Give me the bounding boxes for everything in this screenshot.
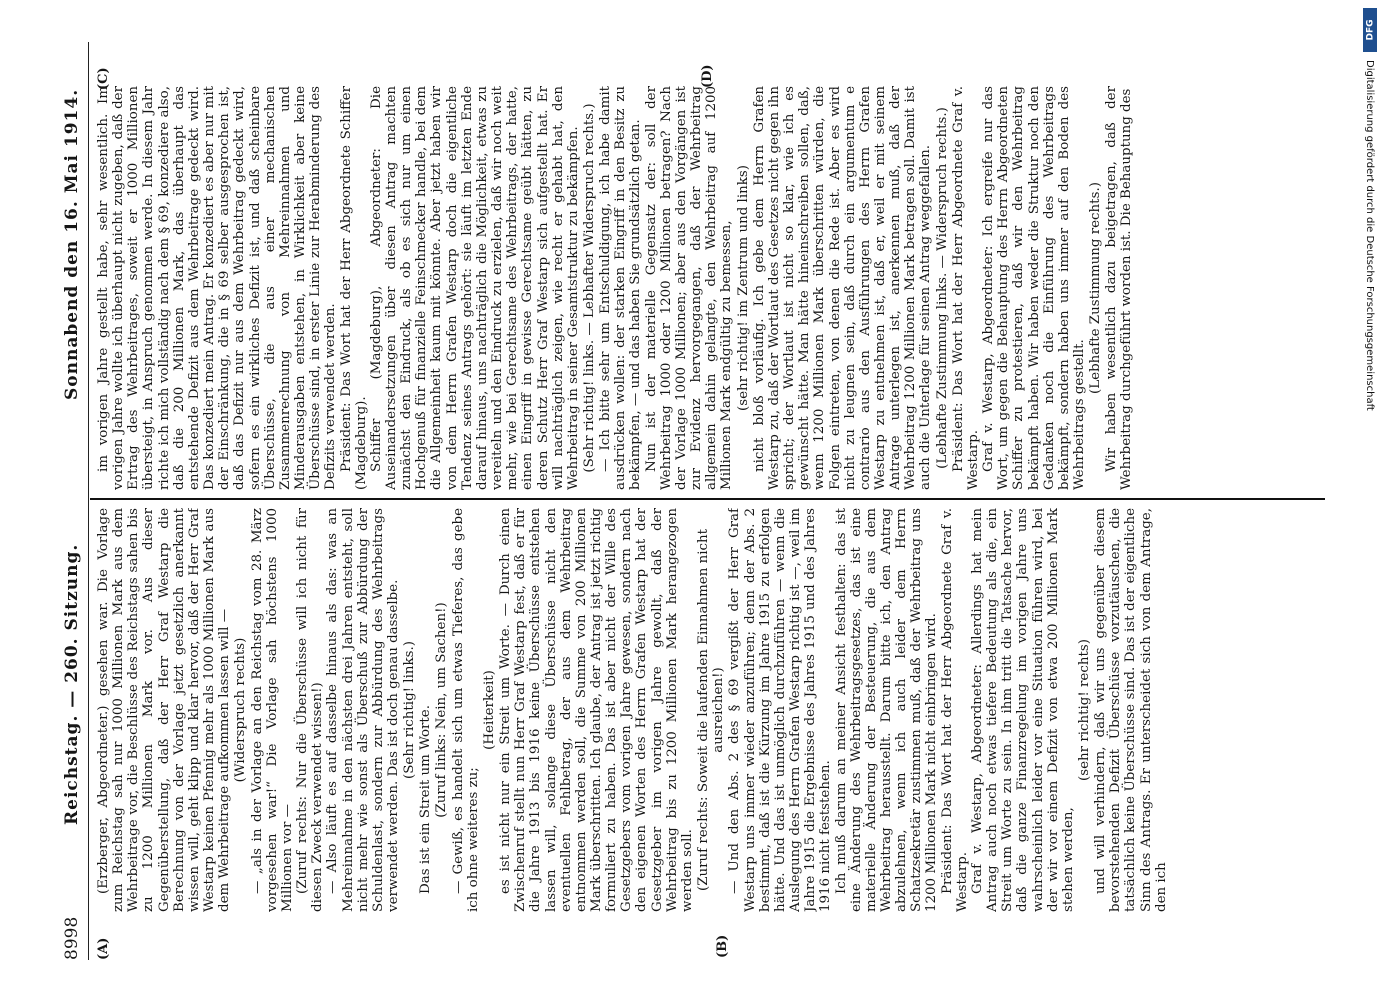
paragraph: (Zuruf rechts: Nur die Überschüsse will ich nicht für diesen Zweck verwendet wissen!) [295,508,326,912]
header-date: Sonnabend den 16. Mai 1914. [62,88,82,400]
page-number: 8998 [62,916,82,960]
paragraph: — Ich bitte sehr um Entschuldigung, ich habe damit ausdrücken wollen: der starken Eingriff in den Besitz zu bekämpfen, — und das haben Sie grundsätzlich getan. [598,86,644,490]
page-header [62,42,86,960]
paragraph: — Also läuft es auf dasselbe hinaus als das: was an Mehreinnahme in den nächsten drei Jahren entsteht, soll nicht mehr wie sonst als Überschuß zur Abbürdung der Schuldenlast, sondern zur Abbürdung des Wehrbeitrags verwendet werden. Das ist doch genau dasselbe. [325,508,401,912]
digitization-credit: Digitalisierung gefördert durch die Deutsche Forschungsgemeinschaft [1364,60,1375,411]
interjection: (Zuruf rechts: Soweit die laufenden Einnahmen nicht ausreichen!) [696,528,727,892]
paragraph: Das ist ein Streit um Worte. [418,705,434,894]
paragraph: und will verhindern, daß wir uns gegenüber diesem bevorstehenden Defizit Überschüsse vorzutäuschen, die tatsächlich keine Überschüsse sind. Das ist der eigentliche Sinn des Antrags. Er unterscheidet sich von dem Antrage, den ich [1093,508,1169,912]
paragraph: Schiffer (Magdeburg), Abgeordneter: Die Auseinandersetzungen über diesen Antrag machten zunächst den Eindruck, als ob es sich nur um einen Hochgenuß für finanzielle Feinschmecker handle, bei dem die Allgemeinheit kaum mit könnte. Aber jetzt haben wir von dem Herrn Grafen Westarp doch die eigentliche Tendenz seines Antrags gehört: sie läuft im letzten Ende darauf hinaus, uns nachträglich die Möglichkeit, etwas zu vereiteln und den Eindruck zu erzielen, daß wir noch weit mehr, wie bei Gerechtsame des Wehrbeitrags, der hatte, einen Eingriff in gewisse Gerechtsame geübt hätten, zu deren Schutz Herr Graf Westarp sich aufgestellt hat. Er will nachträglich zeigen, wie recht er gehabt hat, den Wehrbeitrag in seiner Gesamtstruktur zu bekämpfen. [368,86,581,490]
paragraph: nicht bloß vorläufig. Ich gebe dem Herrn Grafen Westarp zu, daß der Wortlaut des Gesetzes nicht gegen ihn spricht; der Wortlaut ist nicht so klar, wie ich es gewünscht hätte. Man hätte hineinschreiben sollen, daß, wenn 1200 Millionen Mark überschritten würden, die Folgen eintreten, von denen die Rede ist. Aber es wird nicht zu leugnen sein, daß durch ein argumentum e contrario aus den Ausführungen des Herrn Grafen Westarp zu entnehmen ist, daß er, weil er mit seinem Antrage unterlegen ist, anerkennen muß, daß der Wehrbeitrag 1200 Millionen Mark betragen soll. Damit ist auch die Unterlage für seinen Antrag weggefallen. [751,86,934,490]
paragraph: im vorigen Jahre gestellt habe, sehr wesentlich. Im vorigen Jahre wollte ich überhaupt nicht zugeben, daß der Ertrag des Wehrbeitrages, soweit er 1000 Millionen übersteigt, in Anspruch genommen werde. In diesem Jahr richte ich mich vollständig nach dem § 69, konzediere also, daß die 200 Millionen Mark, das überhaupt das entstehende Defizit aus dem Wehrbeitrage gedeckt wird. Das konzediert mein Antrag. Er konzediert es aber nur mit der Einschränkung, die in § 69 selber ausgesprochen ist, daß das Defizit nur aus dem Wehrbeitrag gedeckt wird, sofern es ein wirkliches Defizit ist, und daß scheinbare Überschüsse, die aus einer mechanischen Zusammenrechnung von Mehreinnahmen und Minderausgaben entstehen, in Wirklichkeit aber keine Überschüsse sind, in erster Linie zur Herabminderung des Defizits verwendet werden. [96,86,339,490]
interjection: (Sehr richtig! links.) [402,641,418,779]
paragraph: — „als in der Vorlage an den Reichstag vom 28. März vorgesehen war!“ Die Vorlage sah höchstens 1000 Millionen vor — [249,508,295,912]
paragraph: Graf v. Westarp, Abgeordneter: Ich ergreife nur das Wort, um gegen die Behauptung des Herrn Abgeordneten Schiffer zu protestieren, daß wir den Wehrbeitrag bekämpft haben. Wir haben weder die Struktur noch den Gedanken noch die Einführung des Wehrbeitrags bekämpft, sondern haben uns immer auf den Boden des Wehrbeitrags gestellt. [981,86,1087,490]
dfg-logo: DFG [1363,8,1377,52]
paragraph: (Erzberger, Abgeordneter.) gesehen war. Die Vorlage zum Reichstag sah nur 1000 Millionen Mark aus dem Wehrbeitrage vor, die Beschlüsse des Reichstags sahen bis zu 1200 Millionen Mark vor. Aus dieser Gegenüberstellung, daß der Herr Graf Westarp die Berechnung von der Vorlage jetzt gesetzlich anerkannt wissen will, geht klipp und klar hervor, daß der Herr Graf Westarp keinen Pfennig mehr als 1000 Millionen Mark aus dem Wehrbeitrage aufkommen lassen will — [96,508,233,912]
paragraph: Ich muß darum an meiner Ansicht festhalten: das ist eine Änderung des Wehrbeitragsgesetzes, das ist eine materielle Änderung der Besteuerung, die aus dem Wehrbeitrag herausstellt. Darum bitte ich, den Antrag abzulehnen, wenn ich auch leider dem Herrn Schatzsekretär zustimmen muß, daß der Wehrbeitrag uns 1200 Millionen Mark nicht einbringen wird. [833,508,940,912]
paragraph: Nun ist der materielle Gegensatz der: soll der Wehrbeitrag 1000 oder 1200 Millionen betragen? Nach der Vorlage 1000 Millionen; aber aus den Vorgängen ist zur Evidenz hervorgegangen, daß der Wehrbeitrag allgemein dahin gelangte, den Wehrbeitrag auf 1200 Millionen Mark endgültig zu bemessen, [643,86,735,490]
interjection: (sehr richtig! rechts) [1077,639,1092,781]
margin-mark-d: (D) [700,64,715,88]
paragraph: Präsident: Das Wort hat der Herr Abgeordnete Graf v. Westarp. [950,86,981,490]
interjection: (Lebhafte Zustimmung links. — Widerspruch rechts.) [934,107,950,469]
paragraph: — Gewiß, es handelt sich um etwas Tieferes, das gebe ich ohne weiteres zu; [450,508,481,912]
interjection: (Lebhafte Zustimmung rechts.) [1088,182,1104,394]
left-column [96,508,1326,912]
margin-mark-b: (B) [715,934,730,958]
paragraph: Wir haben wesentlich dazu beigetragen, daß der Wehrbeitrag durchgeführt worden ist. Die Behauptung des [1104,86,1135,490]
paragraph: Graf v. Westarp, Abgeordneter: Allerdings hat mein Antrag auch noch etwas tiefere Bedeutung als die, ein Streit um Worte zu sein. In ihm tritt die Tatsache hervor, daß die ganze Finanzregelung im vorigen Jahre uns wahrscheinlich leider vor eine Situation führen wird, bei der wir vor einem Defizit von etwa 200 Millionen Mark stehen werden, [969,508,1076,912]
interjection: (Sehr richtig! links. — Lebhafter Widerspruch rechts.) [582,103,597,473]
interjection: (Widerspruch rechts) [233,637,249,783]
paragraph: Präsident: Das Wort hat der Herr Abgeordnete Graf v. Westarp. [939,508,970,912]
header-session: Reichstag. — 260. Sitzung. [62,543,82,825]
paragraph: Präsident: Das Wort hat der Herr Abgeordnete Schiffer (Magdeburg). [338,86,369,490]
margin-mark-a: (A) [96,937,111,960]
margin-mark-c: (C) [96,67,111,90]
header-rule [88,42,89,960]
interjection: (Zuruf links: Nein, um Sachen!) [434,602,450,818]
interjection: (Heiterkeit) [481,670,497,750]
paragraph: es ist nicht nur ein Streit um Worte. — Durch einen Zwischenruf stellt nun Herr Graf Westarp fest, daß er für die Jahre 1913 bis 1916 keine Überschüsse entstehen lassen will, solange diese Überschüsse nicht den eventuellen Fehlbetrag, der aus dem Wehrbeitrag entnommen werden soll, die Summe von 200 Millionen Mark überschritten. Ich glaube, der Antrag ist jetzt richtig formuliert zu haben. Das ist aber nicht der Wille des Gesetzgebers vom vorigen Jahre gewesen, sondern nach den eigenen Worten des Herrn Grafen Westarp hat der Gesetzgeber im vorigen Jahre gewollt, daß der Wehrbeitrag bis zu 1200 Millionen Mark herangezogen werden soll. [498,508,695,912]
paragraph: — Und den Abs. 2 des § 69 vergißt der Herr Graf Westarp uns immer wieder anzuführen; denn der Abs. 2 bestimmt, daß ist die Kürzung im Jahre 1915 zu erfolgen hätte. Und das ist unmöglich durchzuführen — wenn die Auslegung des Herrn Grafen Westarp richtig ist —, weil im Jahre 1915 die Ergebnisse des Jahres 1915 und des Jahres 1916 nicht feststehen. [727,508,834,912]
interjection: (sehr richtig! im Zentrum und links) [735,165,751,411]
right-column [96,86,1326,490]
column-divider [90,498,1325,500]
